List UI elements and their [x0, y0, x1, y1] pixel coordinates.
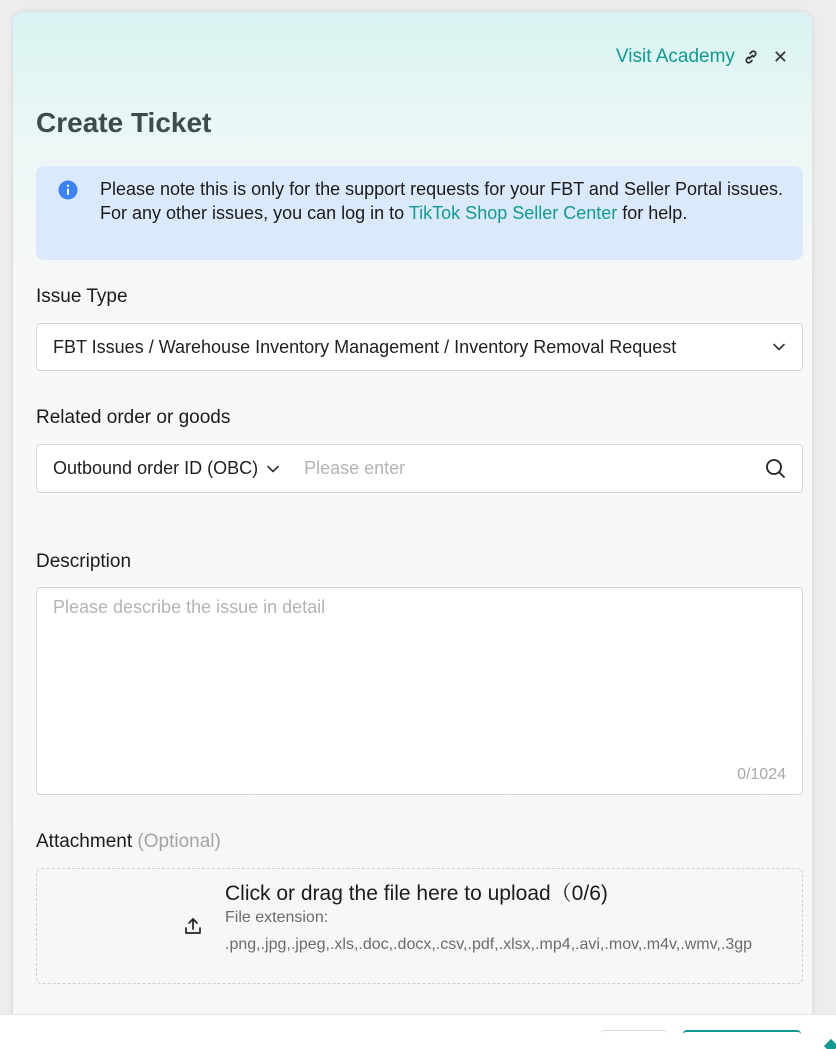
seller-center-link[interactable]: TikTok Shop Seller Center: [408, 203, 618, 223]
file-extension-list: .png,.jpg,.jpeg,.xls,.doc,.docx,.csv,.pdf,.xlsx,.mp4,.avi,.mov,.m4v,.wmv,.3gp: [225, 936, 753, 953]
modal-topbar: [616, 46, 788, 68]
notice-text-before: Please note this is only for the support requests for your FBT and Seller Portal issues. For any other issues, you can log in to: [100, 179, 784, 223]
upload-title: Click or drag the file here to upload（0/6): [225, 882, 608, 905]
notice-text-after: for help.: [617, 203, 688, 223]
notice-banner: [36, 166, 803, 260]
search-type-value: Outbound order ID (OBC): [53, 458, 259, 478]
attachment-label-text: Attachment: [36, 831, 133, 852]
related-label: Related order or goods: [36, 407, 231, 428]
description-label: Description: [36, 551, 132, 572]
corner-decoration: [824, 1039, 836, 1049]
page-title: Create Ticket: [36, 107, 212, 138]
attachment-optional: (Optional): [137, 831, 221, 852]
issue-type-value: FBT Issues / Warehouse Inventory Management / Inventory Removal Request: [53, 336, 677, 357]
upload-icon: [183, 916, 203, 936]
issue-type-label: Issue Type: [36, 286, 128, 307]
modal-footer: [0, 1014, 836, 1049]
upload-dropzone[interactable]: [36, 868, 803, 984]
close-icon[interactable]: ✕: [772, 47, 788, 67]
search-icon[interactable]: [765, 458, 786, 479]
create-ticket-modal: [13, 12, 812, 1049]
search-type-select[interactable]: [53, 458, 280, 479]
description-field-wrap: [36, 587, 803, 795]
info-icon: [58, 180, 78, 200]
issue-type-select[interactable]: [36, 323, 803, 371]
search-input[interactable]: [304, 458, 765, 479]
char-counter: 0/1024: [737, 766, 786, 783]
attachment-label: [36, 831, 221, 853]
visit-academy-link[interactable]: [616, 46, 759, 68]
chevron-down-icon: [772, 340, 786, 354]
file-extension-label: File extension:: [225, 909, 329, 926]
external-link-icon: [743, 49, 759, 65]
visit-academy-label: Visit Academy: [615, 46, 735, 67]
description-textarea[interactable]: [37, 588, 802, 794]
submit-button[interactable]: [683, 1030, 801, 1049]
cancel-button[interactable]: [600, 1030, 668, 1049]
chevron-down-icon: [266, 462, 280, 476]
related-search-row: [36, 444, 803, 493]
